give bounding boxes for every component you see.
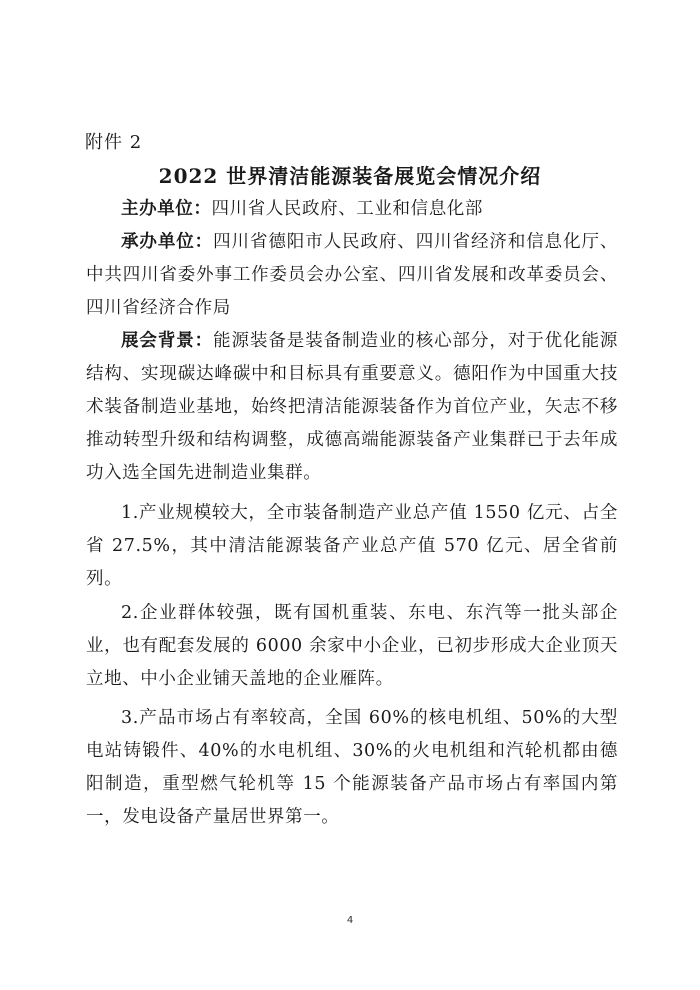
document-title: 2022 世界清洁能源装备展览会情况介绍 xyxy=(158,164,542,188)
list-item: 2.企业群体较强，既有国机重装、东电、东汽等一批头部企业，也有配套发展的 6000 余家中小企业，已初步形成大企业顶天立地、中小企业铺天盖地的企业雁阵。 xyxy=(86,603,618,689)
host-label: 主办单位： xyxy=(121,199,212,219)
organizer-label: 承办单位： xyxy=(121,232,214,252)
list-item: 1.产业规模较大，全市装备制造产业总产值 1550 亿元、占全省 27.5%，其中清洁能源装备产业总产值 570 亿元、居全省前列。 xyxy=(86,503,618,589)
host-paragraph xyxy=(86,193,618,226)
background-label: 展会背景： xyxy=(121,331,214,351)
organizer-paragraph xyxy=(86,226,618,325)
host-text: 四川省人民政府、工业和信息化部 xyxy=(211,199,483,219)
organizer-text: 四川省德阳市人民政府、四川省经济和信息化厅、中共四川省委外事工作委员会办公室、四川省发展和改革委员会、四川省经济合作局 xyxy=(86,232,619,318)
background-text: 能源装备是装备制造业的核心部分，对于优化能源结构、实现碳达峰碳中和目标具有重要意义。德阳作为中国重大技术装备制造业基地，始终把清洁能源装备作为首位产业，矢志不移推动转型升级和结构调整，成德高端能源装备产业集群已于去年成功入选全国先进制造业集群。 xyxy=(86,331,619,483)
list-item: 3.产品市场占有率较高，全国 60%的核电机组、50%的大型电站铸锻件、40%的水电机组、30%的火电机组和汽轮机都由德阳制造，重型燃气轮机等 15 个能源装备产品市场占有率国内第一，发电设备产量居世界第一。 xyxy=(86,708,618,827)
annex-label: 附件 2 xyxy=(85,132,143,153)
page-number: 4 xyxy=(346,915,354,926)
background-paragraph xyxy=(86,325,618,490)
